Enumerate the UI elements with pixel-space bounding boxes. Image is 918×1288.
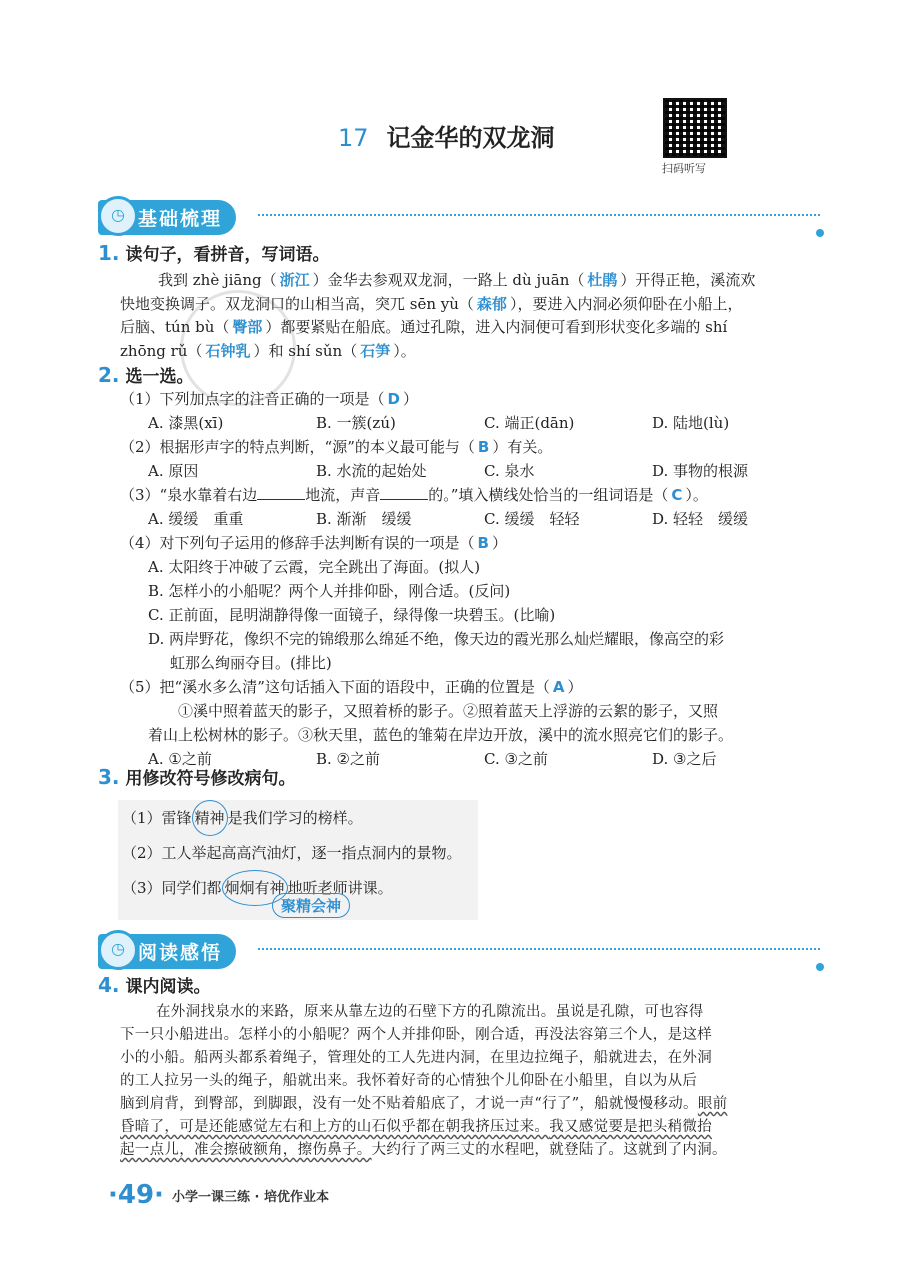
sentence-2: （2）工人举起高高汽油灯，逐一指点洞内的景物。 xyxy=(122,844,462,862)
options-row: A. 缓缓 重重 B. 渐渐 缓缓 C. 缓缓 轻轻 D. 轻轻 缓缓 xyxy=(148,510,749,528)
sub-question-3: （3）“泉水靠着右边 地流，声音 的。”填入横线处恰当的一组词语是（ C ）。 xyxy=(120,486,708,504)
section-header-reading xyxy=(98,930,820,966)
qr-code[interactable] xyxy=(663,98,727,158)
book-title: 小学一课三练 · 培优作业本 xyxy=(172,1190,329,1205)
lesson-title-text: 记金华的双龙洞 xyxy=(386,124,555,152)
question-4 xyxy=(98,972,828,1162)
sub-question-4: （4）对下列句子运用的修辞手法判断有误的一项是（ B ） xyxy=(120,534,507,552)
section-title-reading: 阅读感悟 xyxy=(98,934,236,969)
options-row: A. ①之前 B. ②之前 C. ③之前 D. ③之后 xyxy=(148,750,717,768)
sub-question-1: （1）下列加点字的注音正确的一项是（ D ） xyxy=(120,390,419,408)
option-item: D. 两岸野花，像织不完的锦缎那么绵延不绝，像天边的霞光那么灿烂耀眼，像高空的彩 xyxy=(148,630,725,648)
answer: 石钟乳 xyxy=(205,341,251,360)
answer: 杜鹃 xyxy=(587,271,618,289)
answer: 石笋 xyxy=(360,341,391,360)
section-header-basics xyxy=(98,196,820,232)
question-3 xyxy=(98,764,828,789)
reading-passage: 在外洞找泉水的来路，原来从靠左边的石壁下方的孔隙流出。虽说是孔隙，可也容得 下一只小船进出。怎样小的小船呢？两个人并排仰卧，刚合适，再没法容第三个人，是这样 小的小船。船两头都系着绳子，管理处的工人先进内洞，在里边拉绳子，船就进去，在外洞 的工人拉另一头的绳子，船就出来。我怀着好奇的心情独个儿仰卧在小船里，自以为从后 脑到肩背，到臀部，到脚跟，没有一处不贴着船底了，才说一声“行了”，船就慢慢移动。眼前 昏暗了，可是还能感觉左右和上方的山石似乎都在朝我挤压过来。我又感觉要是把头稍微抬 起一点儿，准会擦破额角，擦伤鼻子。大约行了两三丈的水程吧，就登陆了。这就到了内洞。 xyxy=(120,1004,728,1158)
question-heading: 用修改符号修改病句。 xyxy=(125,769,296,789)
question-heading: 读句子，看拼音，写词语。 xyxy=(125,245,330,265)
question-1-passage: 我到 zhè jiāng（ 浙江 ）金华去参观双龙洞，一路上 dù juān（ 杜鹃 ）开得正艳，溪流欢 快地变换调子。双龙洞口的山相当高，突兀 sēn yù（ 森郁 ），要进入内洞必须仰卧在小船上， 后脑、tún bù（ 臀部 ）都要紧贴在船底。通过孔隙，进入内洞便可看到形状变化多端的 shí zhōng rǔ（ 石钟乳 ）和 shí sǔn（ 石笋 ）。 xyxy=(120,271,756,360)
lesson-title xyxy=(338,118,555,153)
answer: 森郁 xyxy=(476,294,507,313)
marked-word: 炯炯有神 xyxy=(222,870,288,906)
question-heading: 课内阅读。 xyxy=(125,977,211,997)
passage-line: ①溪中照着蓝天的影子，又照着桥的影子。②照着蓝天上浮游的云絮的影子，又照 xyxy=(178,702,719,720)
clock-icon: ◷ xyxy=(98,196,138,236)
dotted-divider xyxy=(258,948,820,950)
clock-icon: ◷ xyxy=(98,930,138,970)
section-title-basics: 基础梳理 xyxy=(98,200,236,235)
question-number: 1. xyxy=(98,241,120,265)
question-heading: 选一选。 xyxy=(125,367,194,387)
answer: 臀部 xyxy=(232,318,263,336)
question-number: 3. xyxy=(98,765,120,789)
option-item: B. 怎样小的小船呢？两个人并排仰卧，刚合适。(反问) xyxy=(148,582,511,600)
options-row: A. 原因 B. 水流的起始处 C. 泉水 D. 事物的根源 xyxy=(148,462,749,480)
question-number: 4. xyxy=(98,973,120,997)
sub-question-5: （5）把“溪水多么清”这句话插入下面的语段中，正确的位置是（ A ） xyxy=(120,678,583,696)
sub-question-2: （2）根据形声字的特点判断，“源”的本义最可能与（ B ）有关。 xyxy=(120,438,553,456)
options-row: A. 漆黑(xī) B. 一簇(zú) C. 端正(dān) D. 陆地(lù) xyxy=(148,414,730,432)
qr-caption: 扫码听写 xyxy=(662,162,706,175)
page-number: ·49· xyxy=(108,1180,164,1210)
question-3-items xyxy=(122,800,462,906)
option-item: C. 正前面，昆明湖静得像一面镜子，绿得像一块碧玉。(比喻) xyxy=(148,606,556,624)
lesson-number: 17 xyxy=(338,124,369,152)
sentence-3: （3）同学们都 炯炯有神 地听老师讲课。 xyxy=(122,870,462,906)
marked-word: 精神 xyxy=(192,800,228,836)
question-number: 2. xyxy=(98,363,120,387)
passage-line: 着山上松树林的影子。③秋天里，蓝色的雏菊在岸边开放，溪中的流水照亮它们的影子。 xyxy=(148,726,734,744)
dotted-divider xyxy=(258,214,820,216)
option-item-continued: 虹那么绚丽夺目。(排比) xyxy=(170,654,332,672)
question-2 xyxy=(98,362,828,771)
sentence-1: （1）雷锋 精神 是我们学习的榜样。 xyxy=(122,800,462,836)
option-item: A. 太阳终于冲破了云霞，完全跳出了海面。(拟人) xyxy=(148,558,481,576)
correction-bubble: 聚精会神 xyxy=(272,893,350,918)
answer: 浙江 xyxy=(279,271,310,289)
question-1 xyxy=(98,240,828,363)
